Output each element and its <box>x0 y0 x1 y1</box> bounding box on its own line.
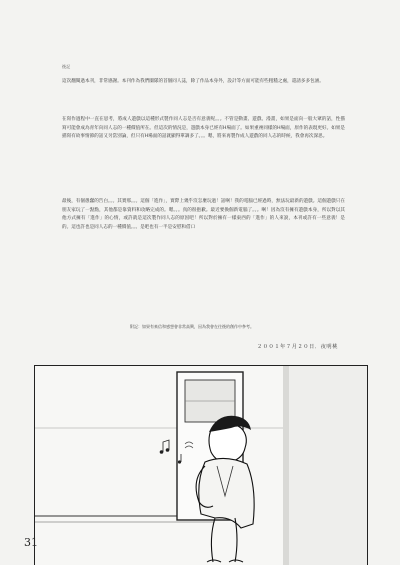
page-number: 31 <box>24 536 38 549</box>
paragraph-intro: 這次翻閱過本刊，非常感謝。本刊作為我們團隊的首個同人誌，除了作品本身外，設計等方面可能有些粗糙之處，還請多多包涵。 <box>62 79 324 84</box>
manga-panel <box>34 365 368 565</box>
signature-date: ２００１年７月２０日．夜明桃 <box>256 344 338 350</box>
paragraph-body: 在寫作過程中一直在思考，將成人遊戲以這種形式製作同人志是否有意義呢。。。不管是動畫、遊戲、漫畫，如果是面向一般大眾的話，性描寫可能會成為青年向同人志的一種價值所在。但這次的情況是，遊戲本身已經有H場面了。如果重複同樣的H場面，原作的表現更好。如果是描寫有故事情節的話又另當別論，但只有H場面的話就顯得單調多了。。。嗯，將來再製作成人遊戲的同人志的時候，我會再次深思。 <box>62 117 345 140</box>
afterword-tag: 後記 <box>62 64 71 69</box>
postscript-note: 附記：如果有來信和感想會非常高興，因為我會在往後的創作中參考。 <box>130 324 254 329</box>
paragraph-confession: 最後，有個愚蠢的告白。。。其實那。。。這個「進作」，實際上幾乎沒怎麼玩過！話啊！我的電腦已經過時，無法玩最新的遊戲。這個遊戲只在朋友家玩了一點點，其他都是靠資料和攻略完成的。嗯。。。真的很抱歉。最近要換個新電腦了。。。啊！因為沒有擁有遊戲本身，所以對以其他方式擁有「進作」的心情，或許就是這次製作同人志的原因吧！所以對於擁有一樣東西的「進作」的人來說，本刊或許有一些意義！是的。這也許也是同人志的一種價值。。。是吧也有一半是安慰和借口 <box>62 199 345 230</box>
manga-panel-illustration <box>35 366 368 565</box>
